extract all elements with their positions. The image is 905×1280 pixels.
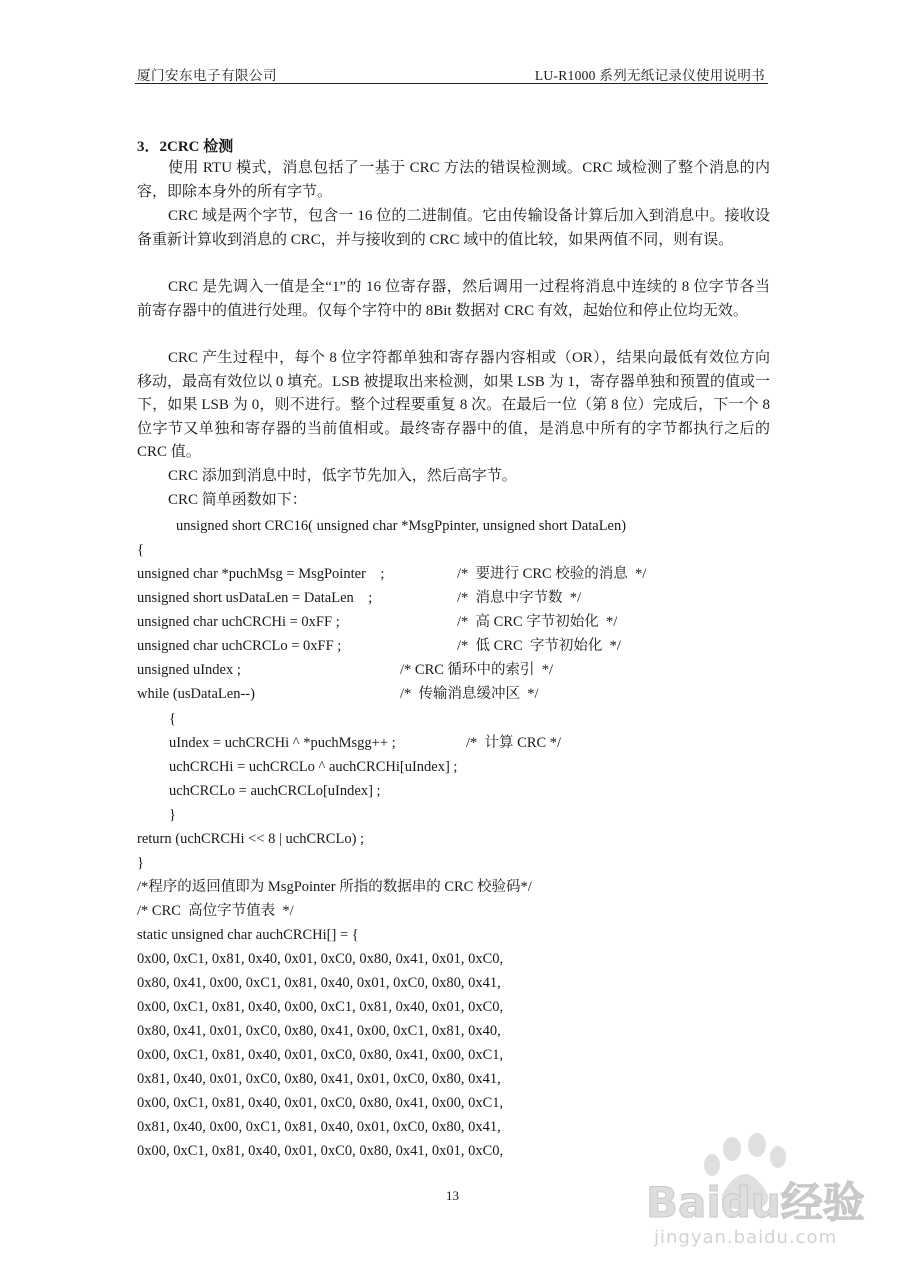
code-comment-uchcrclo: /* 低 CRC 字节初始化 */ — [457, 638, 621, 654]
code-stmt-lo: uchCRCLo = auchCRCLo[uIndex] ; — [169, 783, 381, 799]
code-stmt-uindex: uIndex = uchCRCHi ^ *puchMsgg++ ; — [169, 735, 396, 751]
code-return: return (uchCRCHi << 8 | uchCRCLo) ; — [137, 831, 365, 847]
code-table-row: 0x00, 0xC1, 0x81, 0x40, 0x01, 0xC0, 0x80, 0x41, 0x00, 0xC1, — [137, 1095, 504, 1111]
code-decl-uchcrchi: unsigned char uchCRCHi = 0xFF ; — [137, 614, 340, 630]
paragraph-crc-field: CRC 域是两个字节，包含一 16 位的二进制值。它由传输设备计算后加入到消息中。接收设备重新计算收到消息的 CRC，并与接收到的 CRC 域中的值比较，如果两值不同，则有误。 — [137, 208, 770, 248]
code-comment-uindex: /* CRC 循环中的索引 */ — [400, 662, 554, 678]
code-table-row: 0x00, 0xC1, 0x81, 0x40, 0x01, 0xC0, 0x80, 0x41, 0x01, 0xC0, — [137, 1143, 504, 1159]
paragraph-rtu-mode: 使用 RTU 模式，消息包括了一基于 CRC 方法的错误检测域。CRC 域检测了整个消息的内容，即除本身外的所有字节。 — [137, 160, 770, 200]
code-decl-puchmsg: unsigned char *puchMsg = MsgPointer ; — [137, 566, 385, 582]
code-open-brace: { — [137, 542, 144, 558]
header-divider — [135, 83, 768, 84]
code-return-note: /*程序的返回值即为 MsgPointer 所指的数据串的 CRC 校验码*/ — [137, 879, 532, 895]
code-table-row: 0x00, 0xC1, 0x81, 0x40, 0x00, 0xC1, 0x81, 0x40, 0x01, 0xC0, — [137, 999, 504, 1015]
watermark-url: jingyan.baidu.com — [654, 1227, 838, 1248]
code-decl-uchcrclo: unsigned char uchCRCLo = 0xFF ; — [137, 638, 342, 654]
code-comment-uchcrchi: /* 高 CRC 字节初始化 */ — [457, 614, 618, 630]
code-decl-uindex: unsigned uIndex ; — [137, 662, 241, 678]
code-table-row: 0x80, 0x41, 0x00, 0xC1, 0x81, 0x40, 0x01, 0xC0, 0x80, 0x41, — [137, 975, 501, 991]
code-table-row: 0x80, 0x41, 0x01, 0xC0, 0x80, 0x41, 0x00, 0xC1, 0x81, 0x40, — [137, 1023, 501, 1039]
paragraph-crc-register: CRC 是先调入一值是全“1”的 16 位寄存器，然后调用一过程将消息中连续的 8 位字节各当前寄存器中的值进行处理。仅每个字符中的 8Bit 数据对 CRC 有效，起始位和停止位均无效。 — [137, 279, 770, 319]
code-comment-calc: /* 计算 CRC */ — [466, 735, 562, 751]
code-inner-close-brace: } — [169, 807, 176, 823]
code-decl-usdatalen: unsigned short usDataLen = DataLen ; — [137, 590, 373, 606]
code-table-row: 0x81, 0x40, 0x01, 0xC0, 0x80, 0x41, 0x01, 0xC0, 0x80, 0x41, — [137, 1071, 501, 1087]
code-comment-while: /* 传输消息缓冲区 */ — [400, 686, 539, 702]
paragraph-crc-function-intro: CRC 简单函数如下： — [168, 492, 307, 508]
page-number: 13 — [446, 1188, 459, 1203]
header-company: 厦门安东电子有限公司 — [137, 68, 277, 83]
code-table-declaration: static unsigned char auchCRCHi[] = { — [137, 927, 359, 943]
watermark-brand: Baidu经验 — [646, 1178, 865, 1227]
code-stmt-hi: uchCRCHi = uchCRCLo ^ auchCRCHi[uIndex] ; — [169, 759, 458, 775]
baidu-jingyan-watermark — [640, 1133, 875, 1258]
section-title: 3．2CRC 检测 — [137, 139, 234, 155]
code-inner-open-brace: { — [169, 711, 176, 727]
code-table-row: 0x00, 0xC1, 0x81, 0x40, 0x01, 0xC0, 0x80, 0x41, 0x00, 0xC1, — [137, 1047, 504, 1063]
code-table-comment: /* CRC 高位字节值表 */ — [137, 903, 294, 919]
header-manual-title: LU-R1000 系列无纸记录仪使用说明书 — [534, 68, 765, 83]
code-close-brace: } — [137, 855, 144, 871]
code-comment-usdatalen: /* 消息中字节数 */ — [457, 590, 582, 606]
paragraph-crc-process: CRC 产生过程中，每个 8 位字符都单独和寄存器内容相或（OR），结果向最低有效位方向移动，最高有效位以 0 填充。LSB 被提取出来检测，如果 LSB 为 1，寄存器单独和预置的值或一下，如果 LSB 为 0，则不进行。整个过程要重复 8 次。在最后一位（第 8 位）完成后，下一个 8 位字节又单独和寄存器的当前值相或。最终寄存器中的值，是消息中所有的字节都执行之后的 CRC 值。 — [137, 350, 770, 460]
code-signature: unsigned short CRC16( unsigned char *MsgPpinter, unsigned short DataLen) — [176, 518, 627, 534]
code-while: while (usDataLen--) — [137, 686, 255, 702]
code-table-row: 0x81, 0x40, 0x00, 0xC1, 0x81, 0x40, 0x01, 0xC0, 0x80, 0x41, — [137, 1119, 501, 1135]
paragraph-crc-byte-order: CRC 添加到消息中时，低字节先加入，然后高字节。 — [168, 468, 517, 484]
code-comment-puchmsg: /* 要进行 CRC 校验的消息 */ — [457, 566, 647, 582]
code-table-row: 0x00, 0xC1, 0x81, 0x40, 0x01, 0xC0, 0x80, 0x41, 0x01, 0xC0, — [137, 951, 504, 967]
